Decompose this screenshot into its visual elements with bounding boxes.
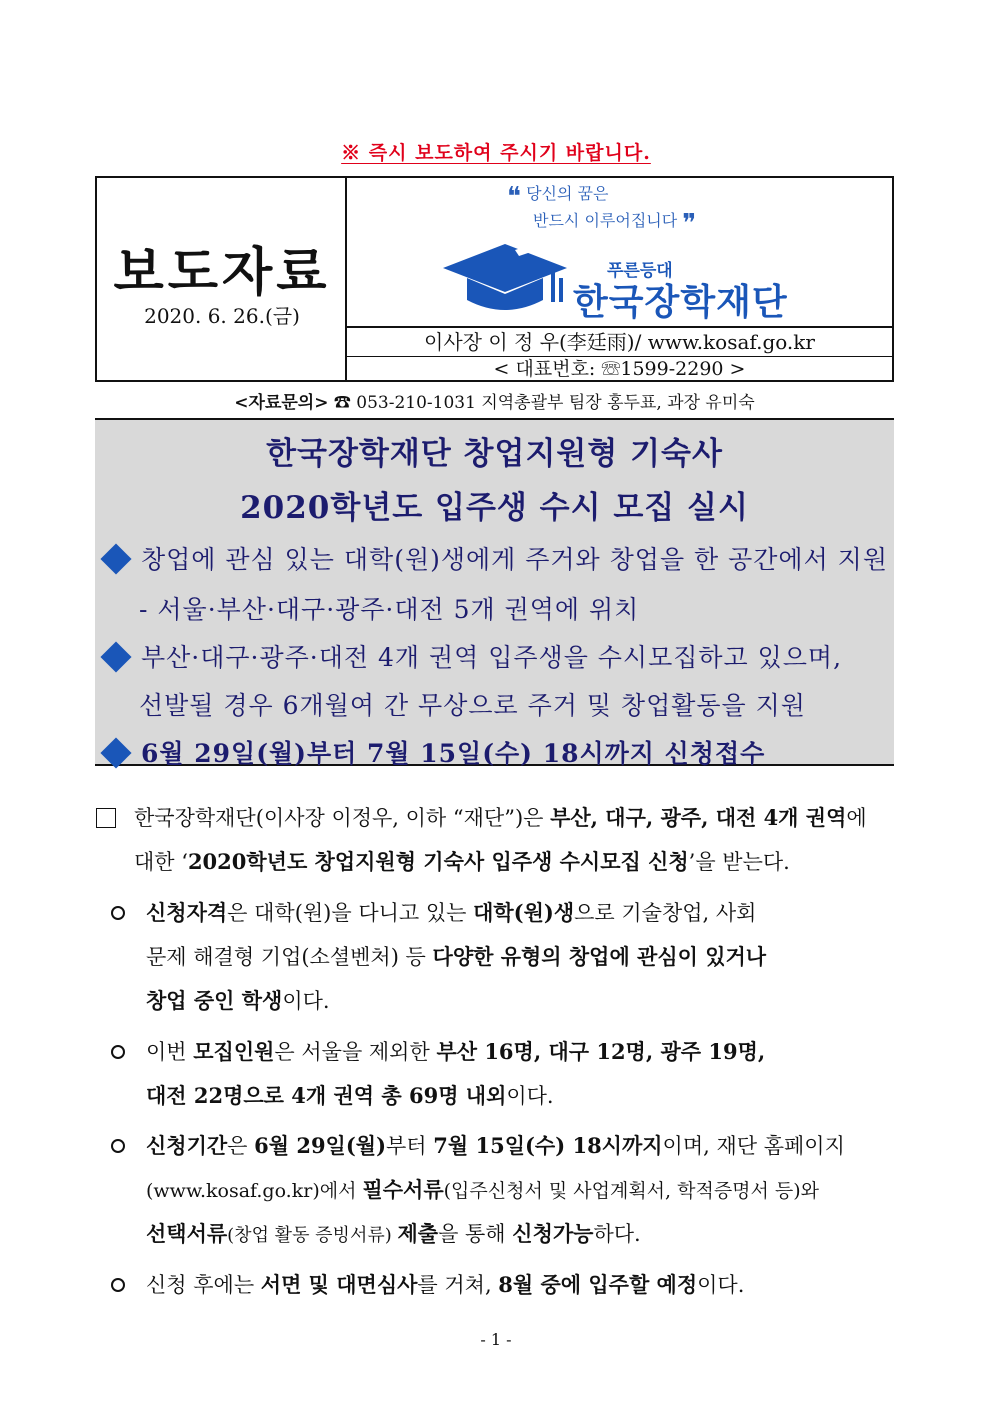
item-3-line-3: 선택서류(창업 활동 증빙서류) 제출을 통해 신청가능하다. [146, 1221, 641, 1246]
diamond-bullet-icon [100, 543, 131, 574]
close-quote-icon: ❞ [682, 209, 697, 239]
urgent-notice: ※ 즉시 보도하여 주시기 바랍니다. [341, 142, 651, 164]
headline-box [95, 418, 894, 766]
page-number: - 1 - [480, 1330, 512, 1349]
item-4-line-1: 신청 후에는 서면 및 대면심사를 거쳐, 8월 중에 입주할 예정이다. [146, 1272, 745, 1297]
chairman-line: 이사장 이 정 우(李廷雨)/ www.kosaf.go.kr [347, 326, 892, 357]
logo-name: 한국장학재단 [573, 282, 788, 323]
press-header [95, 176, 894, 382]
slogan [507, 182, 697, 239]
circle-bullet-icon [111, 1045, 125, 1059]
circle-bullet-icon [111, 1139, 125, 1153]
checkbox-square-icon [96, 808, 116, 828]
press-title: 보도자료 [113, 242, 331, 303]
circle-bullet-icon [111, 1278, 125, 1292]
item-1-line-2: 문제 해결형 기업(소셜벤처) 등 다양한 유형의 창업에 관심이 있거나 [146, 944, 767, 969]
headline-title-1: 한국장학재단 창업지원형 기숙사 [266, 436, 723, 472]
headline-bullet-1-sub: - 서울·부산·대구·광주·대전 5개 권역에 위치 [139, 595, 640, 624]
paragraph-1-line-1: 한국장학재단(이사장 이정우, 이하 “재단”)은 부산, 대구, 광주, 대전 4개 권역에 [134, 805, 867, 830]
open-quote-icon: ❝ [507, 182, 521, 212]
phone-line: < 대표번호: ☏1599-2290 > [493, 358, 746, 380]
press-header-right [347, 178, 892, 380]
headline-bullet-1: 창업에 관심 있는 대학(원)생에게 주거와 창업을 한 공간에서 지원 [101, 540, 888, 576]
press-header-left [97, 178, 347, 380]
item-2-line-2: 대전 22명으로 4개 권역 총 69명 내외이다. [146, 1083, 554, 1108]
item-3-line-2: (www.kosaf.go.kr)에서 필수서류(입주신청서 및 사업계획서, 학적증명서 등)와 [146, 1177, 820, 1202]
headline-bullet-2-cont: 선발될 경우 6개월여 간 무상으로 주거 및 창업활동을 지원 [139, 691, 806, 720]
item-2-line-1: 이번 모집인원은 서울을 제외한 부산 16명, 대구 12명, 광주 19명, [146, 1039, 766, 1064]
headline-title-2: 2020학년도 입주생 수시 모집 실시 [240, 490, 749, 526]
inquiry-label: <자료문의> [234, 393, 329, 413]
diamond-bullet-icon [100, 737, 131, 768]
paragraph-1-line-2: 대한 ‘2020학년도 창업지원형 기숙사 입주생 수시모집 신청’을 받는다. [134, 849, 790, 874]
headline-bullet-2: 부산·대구·광주·대전 4개 권역 입주생을 수시모집하고 있으며, [101, 638, 842, 674]
item-1-line-1: 신청자격은 대학(원)을 다니고 있는 대학(원)생으로 기술창업, 사회 [146, 900, 757, 925]
slogan-line-1: 당신의 꿈은 [526, 184, 609, 203]
diamond-bullet-icon [100, 641, 131, 672]
press-date: 2020. 6. 26.(금) [144, 304, 300, 328]
inquiry-line [95, 388, 894, 413]
item-1-line-3: 창업 중인 학생이다. [146, 988, 330, 1013]
item-3-line-1: 신청기간은 6월 29일(월)부터 7월 15일(수) 18시까지이며, 재단 홈페이지 [146, 1133, 845, 1158]
logo-subtitle: 푸른등대 [607, 261, 673, 281]
inquiry-contact: ☎ 053-210-1031 지역총괄부 팀장 홍두표, 과장 유미숙 [328, 393, 755, 413]
circle-bullet-icon [111, 906, 125, 920]
slogan-line-2: 반드시 이루어집니다 [533, 211, 678, 230]
graduation-cap-logo-icon [443, 238, 573, 318]
headline-bullet-3: 6월 29일(월)부터 7월 15일(수) 18시까지 신청접수 [101, 734, 765, 770]
